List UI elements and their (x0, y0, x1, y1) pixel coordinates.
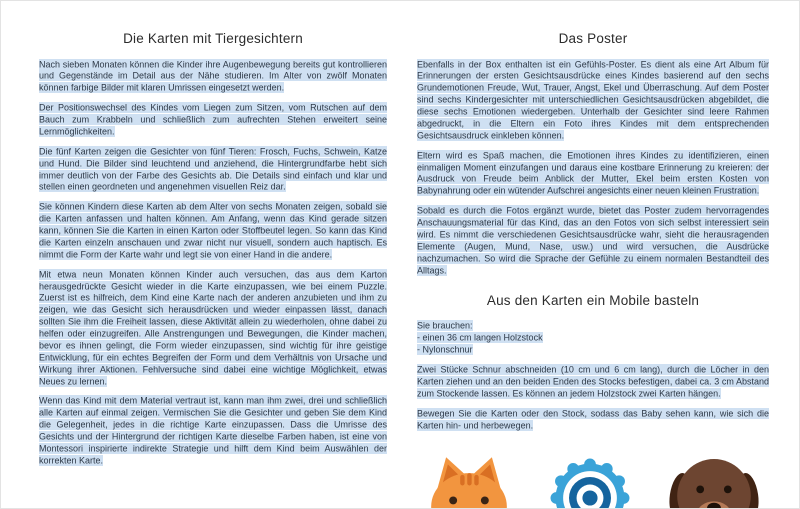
card-illustrations-row (417, 448, 769, 509)
highlighted-text: Sobald es durch die Fotos ergänzt wurde, bietet das Poster zudem hervorragendes Anschauungsmaterial für das Kind, das an den Fotos von sich selbst interessiert sein wird. Es nimmt die verschiedenen Gesichtsausdrücke wahr, sieht die herausragenden Elemente (Augen, Mund, Nase, usw.) und wird versuchen, die Ausdrücke nachzumachen. So wird die Sprache der Gefühle zu einem normalen Bestandteil des Alltags. (417, 205, 769, 275)
mobile-section-title: Aus den Karten ein Mobile basteln (486, 292, 700, 308)
material-item (417, 333, 769, 345)
materials-intro (417, 321, 769, 333)
target-illustration (548, 456, 632, 509)
right-page (417, 31, 769, 509)
paragraph (39, 202, 387, 261)
highlighted-text: Die fünf Karten zeigen die Gesichter von fünf Tieren: Frosch, Fuchs, Schwein, Katze und Hund. Die Bilder sind leuchtend und anziehend, die Hintergrundfarbe hebt sich immer deutlich von der Farbe des Gesichts ab. Die Details sind einfach und klar und stellen einen geordneten und angenehmen visuellen Reiz dar. (39, 146, 387, 192)
dog-face-illustration (667, 448, 761, 509)
paragraph (39, 396, 387, 467)
paragraph (39, 59, 387, 95)
left-page-title: Die Karten mit Tiergesichtern (123, 31, 303, 46)
paragraph (39, 146, 387, 194)
highlighted-text: Wenn das Kind mit dem Material vertraut ist, kann man ihm zwei, drei und schließlich alle Karten auf einmal zeigen. Vermischen Sie die Gesichter und geben Sie dem Kind die Gelegenheit, jedes in die richtige Karte einzupassen. Dass die Umrisse des Gesichts und der Hintergrund der richtigen Karte dieselbe Farben haben, ist eine von Montessori inspirierte indirekte Strategie und hilft dem Kind beim Auswählen der korrekten Karte. (39, 395, 387, 466)
cat-face-icon (425, 452, 513, 509)
target-icon (548, 456, 632, 509)
highlighted-text: Der Positionswechsel des Kindes vom Liegen zum Sitzen, vom Rutschen auf dem Bauch zum Krabbeln und schließlich zum aufrechten Stehen erweitert seine Lernmöglichkeiten. (39, 102, 387, 137)
highlighted-text: Mit etwa neun Monaten können Kinder auch versuchen, das aus dem Karton herausgedrückte Gesicht wieder in die Karte einzupassen, wie bei einem Puzzle. Zuerst ist es hilfreich, dem Kind eine Karte nach der anderen anzubieten und ihm zu zeigen, wie das Gesicht sich herausdrücken und wieder einpassen lässt, danach sollten Sie ihm die Freiheit lassen, diese Aktivität allein zu wiederholen, ohne dabei zu helfen oder einzugreifen. Alle Anstrengungen und Bewegungen, die Kinder machen, bevor es ihnen gelingt, die Form wieder einzupassen, sind wichtig für ihre geistige Entwicklung, für ein echtes Begreifen der Form und dem Verhältnis von Ursache und Wirkung ihrer Aktionen. Fehlversuche sind dabei eine wichtige Möglichkeit, etwas Neues zu lernen. (39, 269, 387, 386)
highlighted-text: Bewegen Sie die Karten oder den Stock, sodass das Baby sehen kann, wie sich die Karten hin- und herbewegen. (417, 408, 769, 430)
highlighted-text: Zwei Stücke Schnur abschneiden (10 cm und 6 cm lang), durch die Löcher in den Karten ziehen und an den beiden Enden des Stocks befestigen, dabei ca. 3 cm Abstand zum Stockende lassen. Es können an jedem Holzstock zwei Karten hängen. (417, 364, 769, 399)
paragraph (417, 59, 769, 142)
paragraph (39, 269, 387, 388)
highlighted-text: Nach sieben Monaten können die Kinder ihre Augenbewegung bereits gut kontrollieren und Gegenstände im Detail aus der Nähe studieren. Im Alter von zwölf Monaten können farbige Bilder mit klaren Umrissen eingesetzt werden. (39, 59, 387, 93)
highlighted-text: - einen 36 cm langen Holzstock (417, 332, 543, 343)
cat-face-illustration (425, 452, 513, 509)
paragraph (417, 206, 769, 277)
highlighted-text: Sie können Kindern diese Karten ab dem Alter von sechs Monaten zeigen, sobald sie die Karten anfassen und halten können. Am Anfang, wenn das Kind gerade sitzen kann, können Sie die Karten in einen Karton oder Stoffbeutel legen. So kann das Kind die Karten einzeln anschauen und zwar nicht nur visuell, sondern auch haptisch. Es nimmt die Form der Karte wahr und legt sie von einer Hand in die andere. (39, 201, 387, 260)
paragraph (417, 150, 769, 198)
highlighted-text: Sie brauchen: (417, 320, 473, 331)
paragraph (39, 103, 387, 139)
paragraph (417, 365, 769, 401)
highlighted-text: - Nylonschnur (417, 344, 473, 355)
left-page (39, 31, 387, 475)
paragraph (417, 408, 769, 432)
material-item (417, 345, 769, 357)
highlighted-text: Eltern wird es Spaß machen, die Emotionen ihres Kindes zu identifizieren, einen einmaligen Moment einzufangen und daraus eine kostbare Erinnerung zu kreieren: der Ausdruck von Freude beim Anblick der Mutter, Ekel beim ersten Kosten von Babynahrung oder ein wütender Aufschrei angesichts einer neuen kleinen Frustration. (417, 150, 769, 196)
poster-title: Das Poster (558, 31, 628, 46)
dog-face-icon (667, 448, 761, 509)
highlighted-text: Ebenfalls in der Box enthalten ist ein Gefühls-Poster. Es dient als eine Art Album für Erinnerungen der ersten Gesichtsausdrücke eines Kindes basierend auf den sechs Grundemotionen Freude, Wut, Trauer, Angst, Ekel und Überraschung. Auf dem Poster sind sechs Kindergesichter mit unterschiedlichen Gesichtsausdrücken abgebildet, die diese sechs Emotionen wiedergeben. Unterhalb der Gesichter sind leere Rahmen abgedruckt, in die Eltern ein Foto ihres Kindes mit dem entsprechenden Gesichtsausdruck einkleben können. (417, 59, 769, 141)
